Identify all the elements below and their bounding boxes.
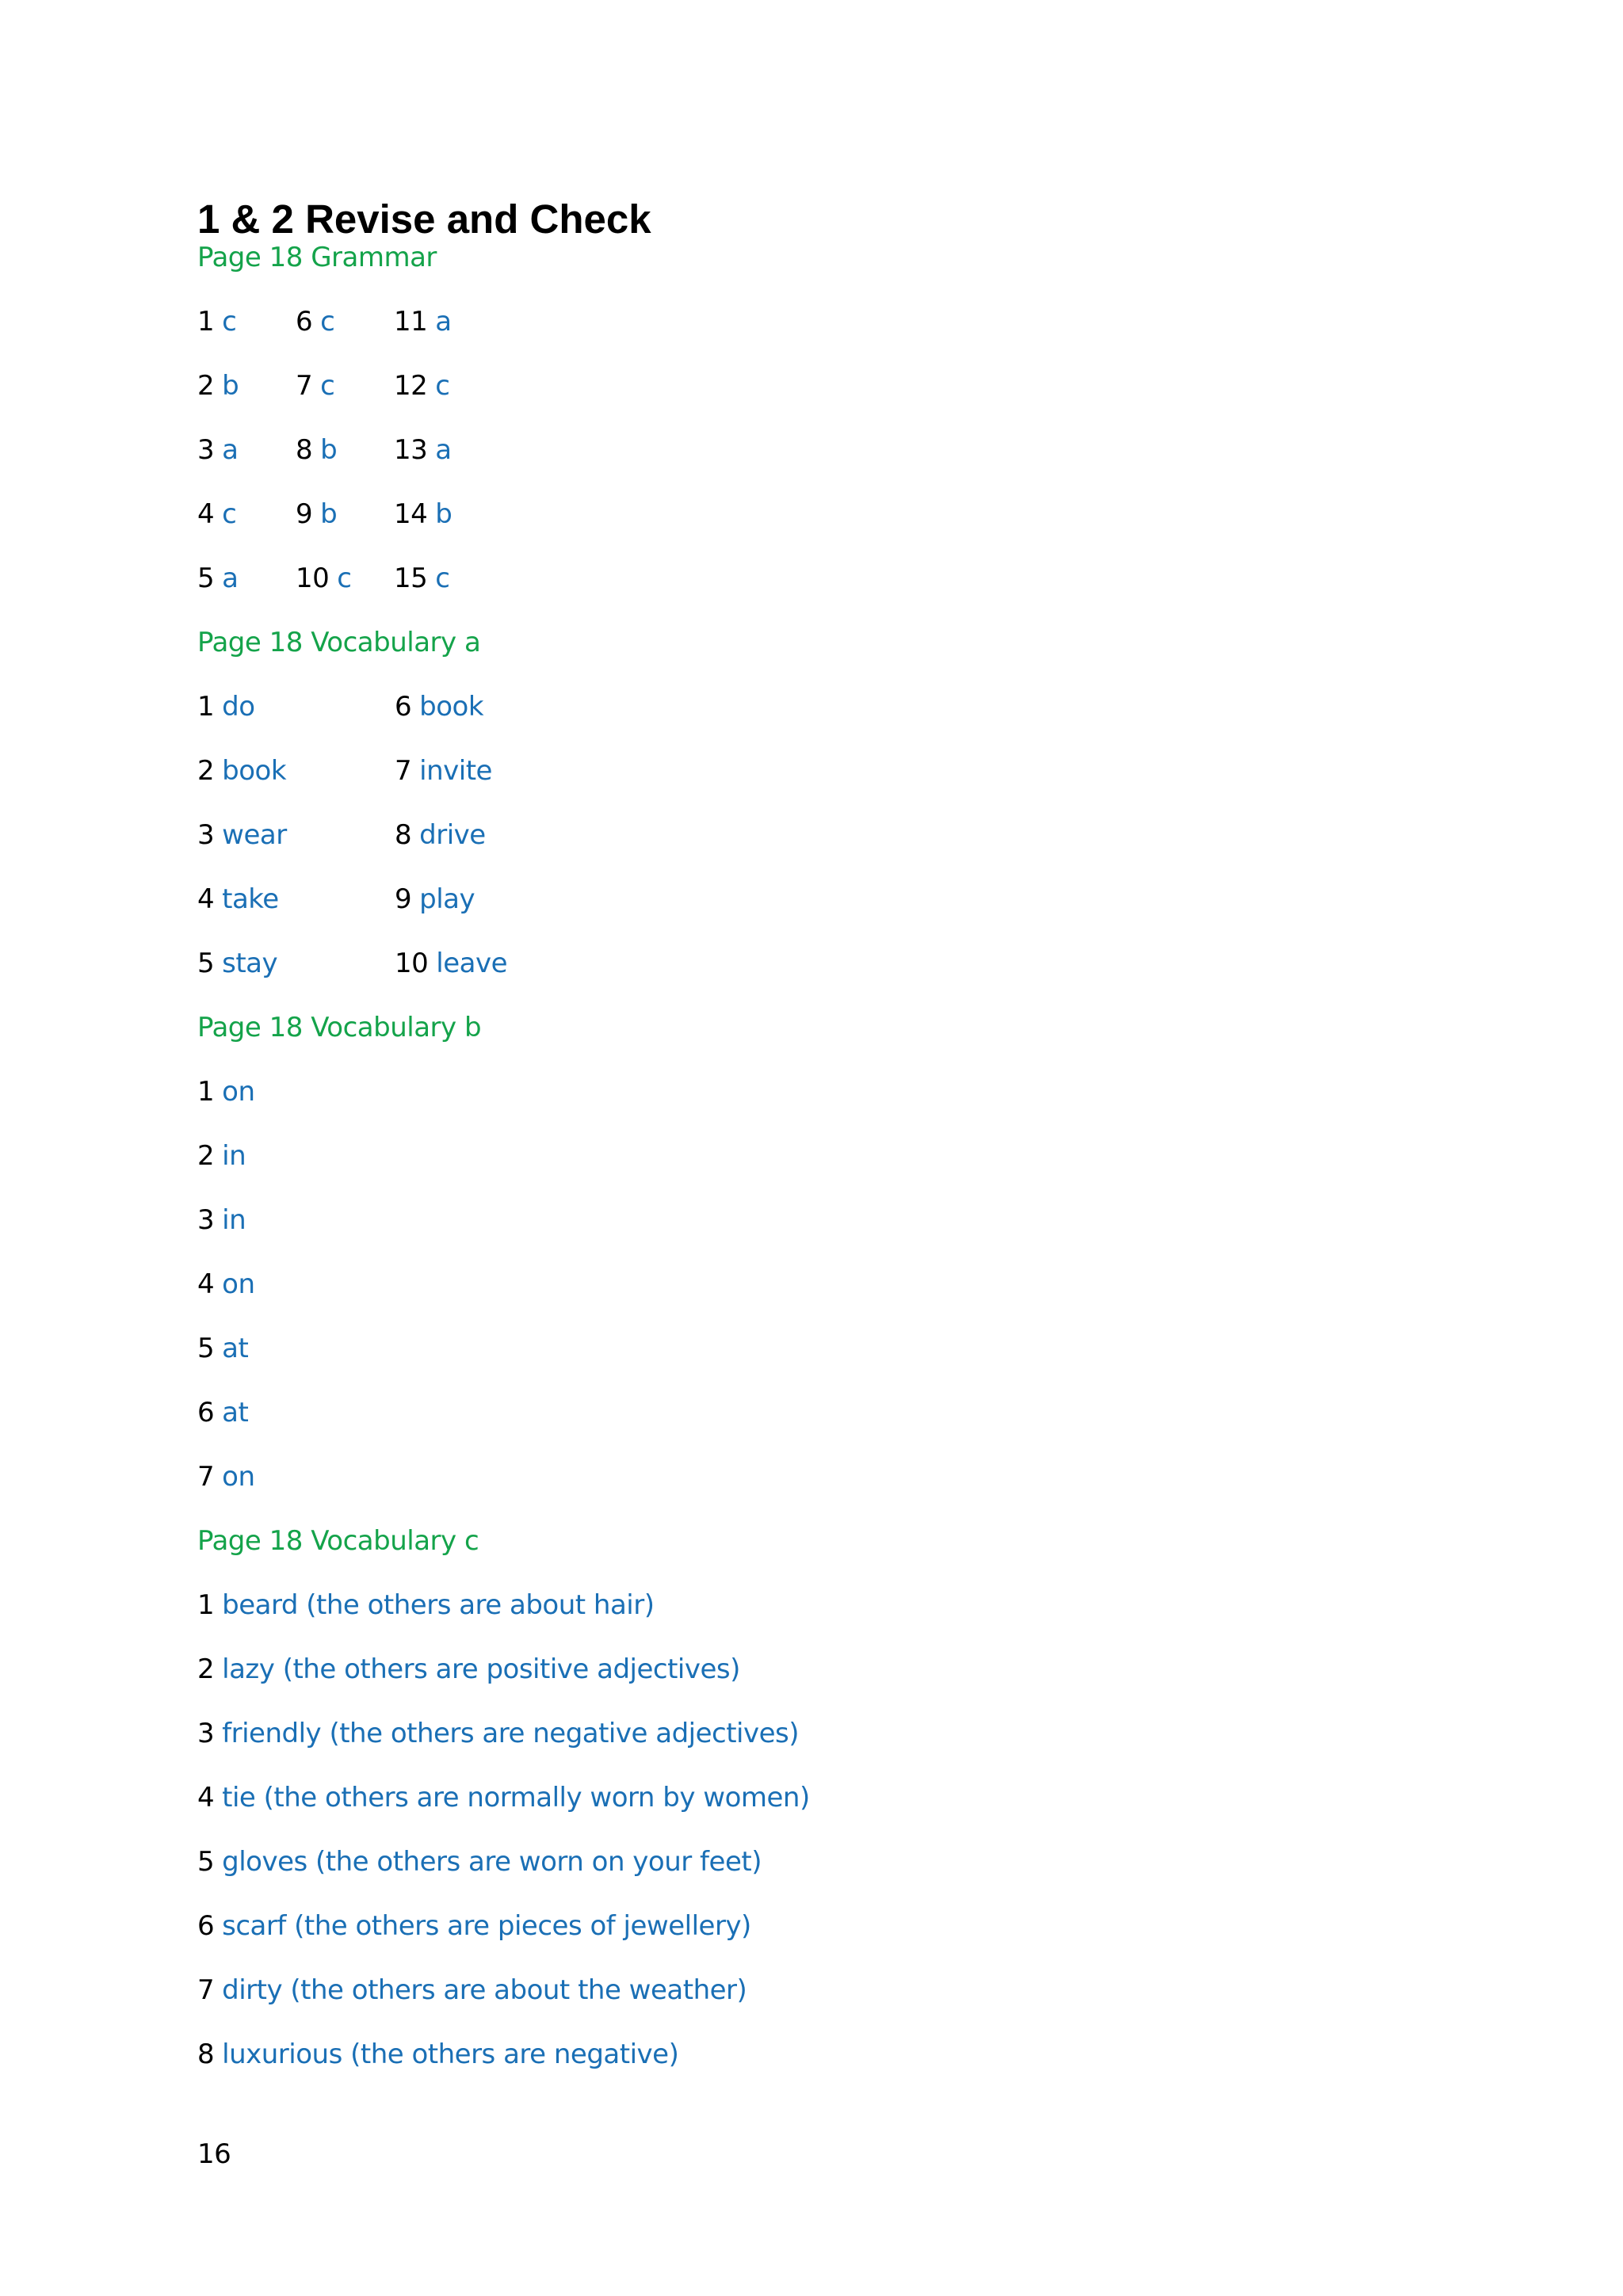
answer-row bbox=[197, 1970, 1465, 2035]
answer-text: at bbox=[222, 1397, 249, 1428]
answer-item bbox=[394, 366, 492, 430]
answer-text: b bbox=[320, 434, 338, 466]
question-number: 15 bbox=[394, 563, 428, 594]
vocabulary-c-answers bbox=[197, 1585, 1465, 2074]
answer-row bbox=[197, 751, 1465, 815]
answer-row bbox=[197, 1842, 1465, 1906]
answer-item bbox=[197, 366, 296, 430]
answer-text: leave bbox=[436, 948, 508, 979]
answer-text: invite bbox=[419, 755, 492, 787]
question-number: 12 bbox=[394, 370, 428, 402]
answer-text: c bbox=[222, 498, 237, 530]
question-number: 5 bbox=[197, 948, 215, 979]
answer-item bbox=[394, 302, 492, 366]
answer-row bbox=[197, 1393, 1465, 1457]
question-number: 8 bbox=[395, 819, 412, 851]
answer-item bbox=[296, 366, 394, 430]
question-number: 1 bbox=[197, 1589, 215, 1621]
answer-text: wear bbox=[222, 819, 287, 851]
question-number: 11 bbox=[394, 306, 428, 338]
answer-item bbox=[395, 815, 592, 879]
grammar-heading: Page 18 Grammar bbox=[197, 242, 437, 273]
answer-item bbox=[197, 302, 296, 366]
answer-text: c bbox=[320, 370, 335, 402]
answer-row bbox=[197, 1906, 1465, 1970]
answer-item bbox=[197, 751, 395, 815]
answer-item bbox=[197, 430, 296, 494]
answer-item bbox=[395, 879, 592, 944]
answer-item bbox=[197, 1329, 248, 1393]
question-number: 2 bbox=[197, 1653, 215, 1685]
answer-text: scarf (the others are pieces of jewellery) bbox=[222, 1910, 751, 1942]
answer-row bbox=[197, 559, 1465, 598]
answer-row bbox=[197, 815, 1465, 879]
answer-text: at bbox=[222, 1333, 249, 1364]
answer-row bbox=[197, 1714, 1465, 1778]
grammar-answers bbox=[197, 302, 1465, 598]
answer-text: in bbox=[222, 1204, 246, 1236]
question-number: 9 bbox=[395, 883, 412, 915]
answer-text: c bbox=[435, 563, 450, 594]
answer-row bbox=[197, 494, 1465, 559]
question-number: 10 bbox=[395, 948, 429, 979]
question-number: 13 bbox=[394, 434, 428, 466]
answer-item bbox=[394, 494, 492, 559]
answer-text: book bbox=[419, 691, 484, 723]
answer-item bbox=[197, 1264, 255, 1329]
answer-text: take bbox=[222, 883, 279, 915]
answer-text: dirty (the others are about the weather) bbox=[222, 1974, 747, 2006]
question-number: 8 bbox=[197, 2039, 215, 2070]
question-number: 7 bbox=[197, 1974, 215, 2006]
answer-text: a bbox=[435, 306, 452, 338]
answer-item bbox=[296, 559, 394, 598]
answer-text: c bbox=[435, 370, 450, 402]
question-number: 1 bbox=[197, 1076, 215, 1108]
answer-row bbox=[197, 366, 1465, 430]
answer-item bbox=[197, 1778, 810, 1842]
answer-row bbox=[197, 879, 1465, 944]
answer-text: stay bbox=[222, 948, 278, 979]
question-number: 7 bbox=[197, 1461, 215, 1493]
answer-item bbox=[197, 1970, 747, 2035]
answer-item bbox=[197, 1650, 740, 1714]
answer-text: a bbox=[222, 563, 239, 594]
answer-text: b bbox=[435, 498, 453, 530]
answer-text: drive bbox=[419, 819, 486, 851]
question-number: 6 bbox=[296, 306, 313, 338]
answer-row bbox=[197, 1585, 1465, 1650]
answer-text: tie (the others are normally worn by women) bbox=[222, 1782, 810, 1814]
vocabulary-c-heading: Page 18 Vocabulary c bbox=[197, 1525, 479, 1557]
answer-row bbox=[197, 1200, 1465, 1264]
answer-item bbox=[394, 559, 492, 598]
answer-row bbox=[197, 1457, 1465, 1497]
answer-item bbox=[296, 430, 394, 494]
question-number: 3 bbox=[197, 1718, 215, 1749]
answer-row bbox=[197, 302, 1465, 366]
answer-item bbox=[197, 1842, 762, 1906]
question-number: 3 bbox=[197, 1204, 215, 1236]
question-number: 3 bbox=[197, 819, 215, 851]
question-number: 1 bbox=[197, 306, 215, 338]
answer-row bbox=[197, 430, 1465, 494]
question-number: 5 bbox=[197, 1846, 215, 1878]
answer-row bbox=[197, 1136, 1465, 1200]
question-number: 4 bbox=[197, 498, 215, 530]
answer-item bbox=[197, 559, 296, 598]
answer-text: b bbox=[320, 498, 338, 530]
answer-row bbox=[197, 1264, 1465, 1329]
question-number: 2 bbox=[197, 370, 215, 402]
question-number: 4 bbox=[197, 1268, 215, 1300]
answer-text: play bbox=[419, 883, 475, 915]
answer-item bbox=[197, 1714, 799, 1778]
answer-text: lazy (the others are positive adjectives) bbox=[222, 1653, 740, 1685]
answer-text: luxurious (the others are negative) bbox=[222, 2039, 679, 2070]
answer-row bbox=[197, 687, 1465, 751]
answer-key-page bbox=[197, 195, 1465, 2074]
answer-item bbox=[197, 1906, 751, 1970]
answer-text: c bbox=[320, 306, 335, 338]
question-number: 2 bbox=[197, 1140, 215, 1172]
question-number: 6 bbox=[395, 691, 412, 723]
answer-item bbox=[197, 944, 395, 983]
answer-item bbox=[197, 2035, 678, 2074]
answer-item bbox=[197, 815, 395, 879]
question-number: 9 bbox=[296, 498, 313, 530]
vocabulary-a-heading: Page 18 Vocabulary a bbox=[197, 627, 481, 658]
answer-text: on bbox=[222, 1461, 255, 1493]
answer-item bbox=[296, 494, 394, 559]
vocabulary-a-answers bbox=[197, 687, 1465, 983]
answer-text: a bbox=[222, 434, 239, 466]
answer-row bbox=[197, 944, 1465, 983]
vocabulary-b-answers bbox=[197, 1072, 1465, 1497]
answer-item bbox=[197, 1393, 248, 1457]
answer-text: do bbox=[222, 691, 255, 723]
answer-text: beard (the others are about hair) bbox=[222, 1589, 655, 1621]
answer-text: on bbox=[222, 1076, 255, 1108]
question-number: 1 bbox=[197, 691, 215, 723]
question-number: 4 bbox=[197, 1782, 215, 1814]
answer-row bbox=[197, 1650, 1465, 1714]
answer-text: gloves (the others are worn on your feet) bbox=[222, 1846, 762, 1878]
question-number: 6 bbox=[197, 1397, 215, 1428]
answer-row bbox=[197, 1072, 1465, 1136]
page-number: 16 bbox=[197, 2138, 231, 2170]
answer-item bbox=[395, 687, 592, 751]
answer-text: on bbox=[222, 1268, 255, 1300]
question-number: 7 bbox=[395, 755, 412, 787]
answer-item bbox=[197, 1200, 246, 1264]
answer-item bbox=[197, 687, 395, 751]
answer-text: book bbox=[222, 755, 287, 787]
answer-text: in bbox=[222, 1140, 246, 1172]
answer-row bbox=[197, 2035, 1465, 2074]
question-number: 5 bbox=[197, 563, 215, 594]
question-number: 3 bbox=[197, 434, 215, 466]
vocabulary-b-heading: Page 18 Vocabulary b bbox=[197, 1012, 482, 1043]
answer-item bbox=[296, 302, 394, 366]
answer-row bbox=[197, 1329, 1465, 1393]
answer-item bbox=[395, 751, 592, 815]
question-number: 6 bbox=[197, 1910, 215, 1942]
answer-text: c bbox=[222, 306, 237, 338]
answer-item bbox=[197, 1457, 255, 1497]
answer-item bbox=[197, 494, 296, 559]
answer-item bbox=[197, 879, 395, 944]
question-number: 5 bbox=[197, 1333, 215, 1364]
answer-row bbox=[197, 1778, 1465, 1842]
answer-text: c bbox=[337, 563, 352, 594]
answer-text: a bbox=[435, 434, 452, 466]
answer-item bbox=[395, 944, 592, 983]
question-number: 14 bbox=[394, 498, 428, 530]
answer-item bbox=[394, 430, 492, 494]
answer-text: friendly (the others are negative adjectives) bbox=[222, 1718, 799, 1749]
question-number: 10 bbox=[296, 563, 330, 594]
answer-item bbox=[197, 1585, 655, 1650]
question-number: 4 bbox=[197, 883, 215, 915]
question-number: 7 bbox=[296, 370, 313, 402]
answer-item bbox=[197, 1136, 246, 1200]
answer-item bbox=[197, 1072, 255, 1136]
answer-text: b bbox=[222, 370, 239, 402]
page-title: 1 & 2 Revise and Check bbox=[197, 196, 651, 242]
question-number: 8 bbox=[296, 434, 313, 466]
question-number: 2 bbox=[197, 755, 215, 787]
